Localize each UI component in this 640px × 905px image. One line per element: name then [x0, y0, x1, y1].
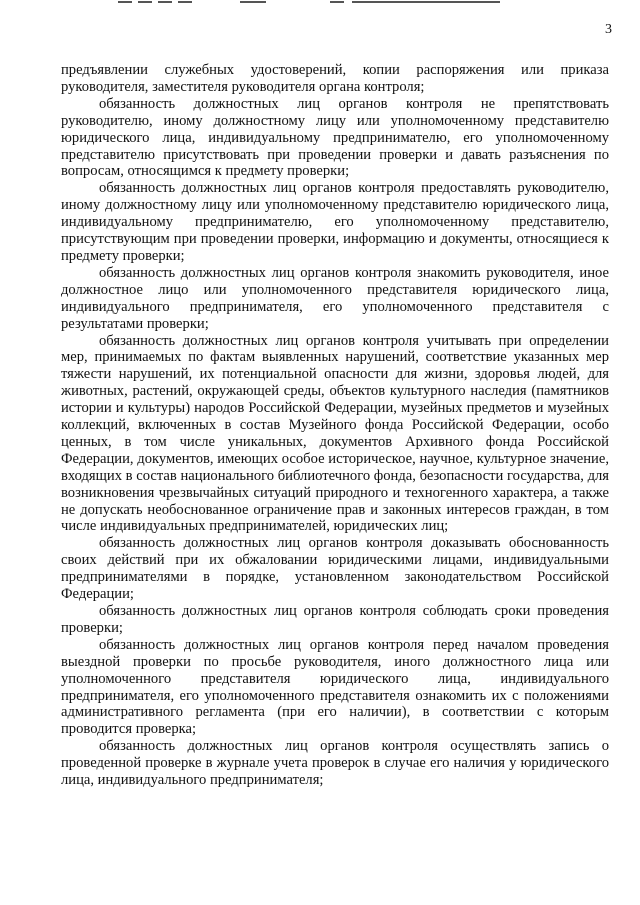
paragraph-obligation-observe-deadlines: обязанность должностных лиц органов контроля соблюдать сроки проведения проверки;: [61, 603, 609, 636]
paragraph-continuation: предъявлении служебных удостоверений, копии распоряжения или приказа руководителя, заместителя руководителя органа контроля;: [61, 62, 609, 95]
paragraph-obligation-acquaint-regulations: обязанность должностных лиц органов контроля перед началом проведения выездной проверки по просьбе руководителя, иного должностного лица или уполномоченного представителя юридического лица, индивидуального предпринимателя, его уполномоченного представителя ознакомить их с положениями административного регламента (при его наличии), в соответствии с которым проводится проверка;: [61, 636, 609, 738]
paragraph-obligation-log-entry: обязанность должностных лиц органов контроля осуществлять запись о проведенной проверке в журнале учета проверок в случае его наличия у юридического лица, индивидуального предпринимателя;: [61, 738, 609, 789]
page-number: 3: [605, 22, 612, 37]
scan-header-marks: [0, 0, 640, 6]
paragraph-obligation-provide-info: обязанность должностных лиц органов контроля предоставлять руководителю, иному должностному лицу или уполномоченному представителю юридического лица, индивидуальному предпринимателю, его уполномоченному представителю, присутствующим при проведении проверки, информацию и документы, относящиеся к предмету проверки;: [61, 180, 609, 264]
paragraph-obligation-prove-validity: обязанность должностных лиц органов контроля доказывать обоснованность своих действий при их обжаловании юридическими лицами, индивидуальными предпринимателями в порядке, установленном законодательством Российской Федерации;: [61, 535, 609, 603]
paragraph-obligation-acquaint-results: обязанность должностных лиц органов контроля знакомить руководителя, иное должностное лицо или уполномоченного представителя юридического лица, индивидуального предпринимателя, его уполномоченного представителя с результатами проверки;: [61, 264, 609, 332]
paragraph-obligation-not-obstruct: обязанность должностных лиц органов контроля не препятствовать руководителю, иному должностному лицу или уполномоченному представителю юридического лица, индивидуальному предпринимателю, его уполномоченному представителю присутствовать при проведении проверки и давать разъяснения по вопросам, относящимся к предмету проверки;: [61, 95, 609, 180]
paragraph-obligation-proportionate-measures: обязанность должностных лиц органов контроля учитывать при определении мер, принимаемых по фактам выявленных нарушений, соответствие указанных мер тяжести нарушений, их потенциальной опасности для жизни, здоровья людей, для животных, растений, окружающей среды, объектов культурного наследия (памятников истории и культуры) народов Российской Федерации, музейных предметов и музейных коллекций, включенных в состав Музейного фонда Российской Федерации, особо ценных, в том числе уникальных, документов Архивного фонда Российской Федерации, документов, имеющих особое историческое, научное, культурное значение, входящих в состав национального библиотечного фонда, безопасности государства, для возникновения чрезвычайных ситуаций природного и техногенного характера, а также не допускать необоснованное ограничение прав и законных интересов граждан, в том числе индивидуальных предпринимателей, юридических лиц;: [61, 332, 609, 535]
document-body: [61, 62, 609, 789]
